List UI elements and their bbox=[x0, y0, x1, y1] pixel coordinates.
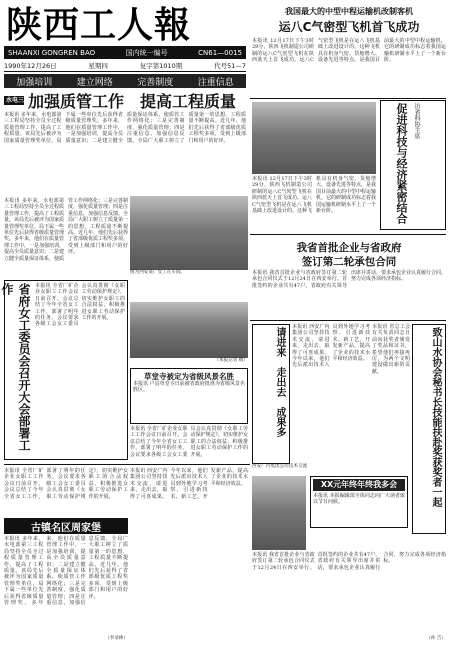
masthead-pinyin-bar bbox=[4, 46, 246, 59]
bottom-left-byline: （李录林） bbox=[105, 636, 128, 641]
workers-photo bbox=[130, 302, 248, 358]
factory-photo bbox=[130, 196, 248, 270]
bottom-center-box-body: 本报讯 本报编辑部全体同志向广大读者致以节日问候。 bbox=[313, 493, 405, 506]
mid-right-headline-2: 签订第二轮承包合同 bbox=[301, 256, 397, 268]
divider bbox=[250, 98, 446, 99]
divider bbox=[250, 320, 446, 321]
issue-code: 国内统一编号 bbox=[125, 48, 168, 57]
divider bbox=[4, 464, 250, 465]
issue-weekday: 星期四 bbox=[88, 62, 108, 70]
bottom-left-box-body: 本报讯 户县草堂寺日前被省政府批准为省级风景名胜区。 bbox=[133, 381, 245, 394]
issue-date: 1990年12月26日 bbox=[4, 62, 57, 70]
photo-caption: 图为西安某厂女工在车间。 bbox=[130, 270, 186, 275]
bottom-photo bbox=[252, 476, 306, 550]
left-vertical-headline: 省府女工委员会召开大会部署工作 bbox=[0, 283, 31, 451]
mid-right-body: 本报讯 我省首批企业与省政府签订第二轮承包合同仪式于12月24日在西安举行。首批签约的企业共有47户。省政府有关领导出席并讲话，要求承包企业认真履行合同，努力完成各项经济指标。 bbox=[252, 270, 447, 289]
bottom-center-box bbox=[310, 476, 408, 528]
small-credit: （孙 吉） bbox=[426, 636, 446, 641]
masthead-pinyin: SHAANXI GONGREN BAO bbox=[8, 48, 96, 57]
right-vertical-box bbox=[380, 100, 446, 230]
right-vertical-headline: 促进科技与经济紧密结合 bbox=[395, 103, 408, 224]
lead-headline-row bbox=[4, 90, 246, 110]
masthead-title: 陕西工人報 bbox=[6, 5, 192, 46]
top-right-body: 本报讯 12月17日下午3时29分，陕西飞机制造公司研制的运八C气密型飞机在陕西蓝天上首飞成功。运八C气密型飞机是在运八飞机基础上改进设计的。这种飞机具有机身气密、货舱增大、设备先进等特点，是我国目前最大的中型中程运输机，它的研制成功标志着我国运输机研制水平上了一个新台阶。 bbox=[252, 38, 446, 64]
bottom-left-box bbox=[130, 368, 248, 424]
bottom-center-body: 本报讯 西安广内集团公司坚持技术交流，请进来，走出去，取得了可喜成果。今年以来，他们先后派出技术人员到外地学习考察，引进新技术、新工艺，开发新产品，提高了企业的技术水平和经济效益。 bbox=[130, 468, 248, 500]
mid-center-body: 本报讯 西安广内集团公司坚持技术交流，请进来，走出去，取得了可喜成果。今年以来，他们先后派出技术人员到外地学习考察，引进新技术、新工艺，开发新产品，提高了企业的技术水平和经济效益。 bbox=[292, 324, 370, 369]
bottom-right-text: 本报讯 我省首批企业与省政府签订第二轮承包合同仪式于12月24日在西安举行。首批签约的企业共有47户。省政府有关领导出席并讲话，要求承包企业认真履行合同，努力完成各项经济指标。 bbox=[252, 552, 446, 571]
bottom-center-box-headline: XX元年终年终我多会 bbox=[313, 479, 405, 491]
issue-code-short: 代号51—7 bbox=[214, 62, 246, 70]
mid-center-sub: 西安广内集团公司技术交流 bbox=[252, 464, 308, 469]
issue-number: 复字第1010期 bbox=[139, 62, 183, 70]
bottom-left-banner-body: 本报讯 多年来，水电部第三工程局坚持全员全过程质量管理工作，提高了工程质量。该局先后被评为国家质量管理奖单位，局下属一些单位先后获得省级质量管理奖。多年来，他们在质量管理工作中，一是加强培训，提高全员质量意识；二是建立健全质量保证体系，使质管工作网络化；三是完善制度，强化质量管理；四是注重信息，加强信息反馈。全局广大职工树立了质量第一的思想，工程质量不断提高。近几年，他们先后获得了省部级优质工程奖多项，受到上级部门和用户的好评。 bbox=[4, 536, 128, 607]
lead-tag: 水电三局 bbox=[6, 96, 31, 104]
top-right-body-cont: 本报讯 12月17日下午3时29分，陕西飞机制造公司研制的运八C气密型飞机在陕西蓝天上首飞成功。运八C气密型飞机是在运八飞机基础上改进设计的。这种飞机具有机身气密、货舱增大、设备先进等特点，是我国目前最大的中型中程运输机，它的研制成功标志着我国运输机研制水平上了一个新台阶。 bbox=[252, 176, 377, 215]
mid-center-vertical-box bbox=[252, 324, 290, 464]
lead-body-cont: 本报讯 多年来，水电部第三工程局坚持全员全过程质量管理工作，提高了工程质量。该局先后被评为国家质量管理奖单位，局下属一些单位先后获得省级质量管理奖。多年来，他们在质量管理工作中，一是加强培训，提高全员质量意识；二是建立健全质量保证体系，使质管工作网络化；三是完善制度，强化质量管理；四是注重信息，加强信息反馈。全局广大职工树立了质量第一的思想，工程质量不断提高。近几年，他们先后获得了省部级优质工程奖多项，受到上级部门和用户的好评。 bbox=[4, 198, 129, 262]
cn-number: CN61—0015 bbox=[198, 48, 242, 57]
slogan-bar bbox=[4, 74, 246, 88]
bottom-right-vertical-headline: 致山水协会秘书长技能扶赴奖获奖者一起 bbox=[430, 327, 441, 507]
top-right-headline: 运八C气密型飞机首飞成功 bbox=[278, 20, 420, 34]
dateline bbox=[4, 60, 246, 72]
divider bbox=[250, 234, 446, 235]
news-photo bbox=[252, 102, 376, 174]
left-vertical-box bbox=[0, 280, 128, 460]
lead-body: 本报讯 多年来，水电部第三工程局坚持全员全过程质量管理工作，提高了工程质量。该局先后被评为国家质量管理奖单位，局下属一些单位先后获得省级质量管理奖。多年来，他们在质量管理工作中，一是加强培训，提高全员质量意识；二是建立健全质量保证体系，使质管工作网络化；三是完善制度，强化质量管理；四是注重信息，加强信息反馈。全局广大职工树立了质量第一的思想，工程质量不断提高。近几年，他们先后获得了省部级优质工程奖多项，受到上级部门和用户的好评。 bbox=[4, 112, 246, 144]
lead-headline: 加强质管工作 提高工程质量 bbox=[28, 91, 237, 111]
right-vertical-sub: 访省科协主席 bbox=[413, 103, 420, 139]
left-vertical-body: 本报讯 全省厂矿企业女职工工作会议日前召开。会议总结了今年全省女工工作，部署了明年的任务。会议要求各级工会女工委员会认真贯彻《女职工劳动保护规定》，切实维护女职工的合法权益，积极推进女职工劳动保护工作的开展。 bbox=[35, 283, 125, 328]
mid-center-vertical-headline: 请进来 走出去 成果多 bbox=[274, 327, 285, 437]
slogan-item: 加强培训 bbox=[16, 77, 53, 88]
mid-right-headline-1: 我省首批企业与省政府 bbox=[296, 242, 402, 254]
bottom-right-vertical-box bbox=[412, 324, 446, 534]
slogan-item: 注重信息 bbox=[197, 77, 234, 88]
photo-credit: （本报记者 摄） bbox=[214, 358, 248, 363]
bottom-left-box-headline: 草堂寺被定为省级风景名胜 bbox=[144, 372, 234, 381]
bottom-right-body: 本报讯 省总工会有关负责同志日前向获奖者颁发了奖品和证书，希望他们再接再厉，为两个文明建设做出新的贡献。 bbox=[372, 324, 410, 375]
top-right-kicker: 我国最大的中型中程运输机改制客机 bbox=[285, 6, 413, 16]
slogan-item: 完善制度 bbox=[137, 77, 174, 88]
slogan-item: 建立网络 bbox=[76, 77, 113, 88]
bottom-left-banner: 古镇名区周家堡 bbox=[4, 518, 128, 534]
bottom-left-body-cont: 本报讯 全省厂矿企业女职工工作会议日前召开。会议总结了今年全省女工工作，部署了明年的任务。会议要求各级工会女工委员会认真贯彻《女职工劳动保护规定》，切实维护女职工的合法权益，积极推进女职工劳动保护工作的开展。 bbox=[130, 426, 249, 458]
bottom-left-text: 本报讯 全省厂矿企业女职工工作会议日前召开。会议总结了今年全省女工工作，部署了明年的任务。会议要求各级工会女工委员会认真贯彻《女职工劳动保护规定》，切实维护女职工的合法权益，积极推进女职工劳动保护工作的开展。 bbox=[4, 468, 128, 500]
